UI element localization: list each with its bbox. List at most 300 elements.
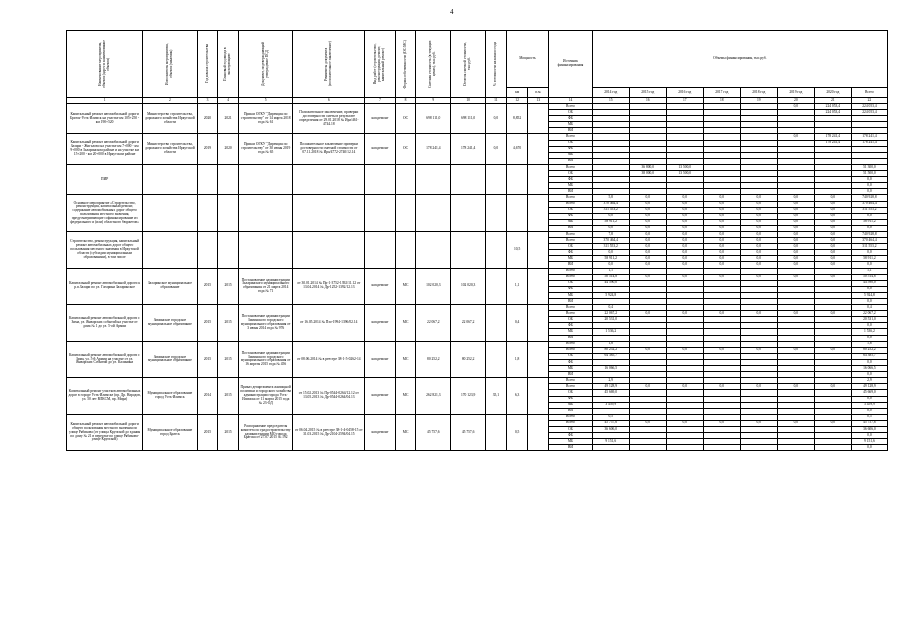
header-year-end: Плановый год ввода в эксплуатацию [218,31,239,98]
year-value: 13 500,0 [666,171,703,177]
funding-source: ОБ [549,280,593,286]
funding-source: ОБ [549,244,593,250]
total-value: 0,0 [851,250,887,256]
year-value: 0,0 [740,213,777,219]
object-ownership: МС [395,268,416,305]
year-value [814,445,851,451]
year-value: 0,0 [814,231,851,237]
header-ownership: Форма собственности (ОС/МС) [395,31,416,98]
object-km: 1,1 [506,268,528,305]
object-pm [528,164,549,194]
funding-source: ОБ [549,353,593,359]
year-value: 0,0 [814,225,851,231]
year-value: 0,0 [703,420,740,426]
year-value: 0,0 [740,207,777,213]
funding-source: ФБ [549,433,593,439]
year-value: 0,0 [740,384,777,390]
object-executor: Муниципальное образование город Братск [143,414,197,451]
year-value: 0,0 [666,262,703,268]
total-value: 0,0 [851,359,887,365]
object-pm [528,414,549,451]
object-cost-rest: 698 111,0 [451,104,486,134]
year-value: 5 924,8 [592,292,629,298]
object-executor [143,164,197,194]
funding-source: Всего [549,311,593,317]
object-cost: 262 821,3 [416,378,451,415]
year-value: 1,1 [592,268,629,274]
total-value: 50 514,8 [851,274,887,280]
year-value: 0,0 [592,262,629,268]
column-number: 6 [293,98,365,104]
year-value: 0,0 [777,213,814,219]
object-pm [528,305,549,342]
total-value: 0,0 [851,213,887,219]
object-name: Капитальный ремонт автомобильной дороги г. Зима, ул. Январских событий на участке от дома № 1 до ул. 5-ой Армии [67,305,143,342]
total-value: 0,0 [851,335,887,341]
funding-source: ВИ [549,445,593,451]
object-year-start: 2020 [197,104,218,134]
column-number: 22 [851,98,887,104]
object-ownership: МС [395,378,416,415]
object-cost [416,231,451,268]
total-value: 1 536,2 [851,329,887,335]
year-value: 9 151,6 [592,439,629,445]
header-capacity: Мощность [506,31,548,88]
total-value: 0,0 [851,286,887,292]
funding-source: Всего [549,384,593,390]
object-expertise [293,164,365,194]
object-cost: 698 111,0 [416,104,451,134]
object-km: 0,5 [506,414,528,451]
year-value: 0,0 [814,311,851,317]
year-value: 0,0 [629,219,666,225]
year-value: 0,0 [814,274,851,280]
object-cost-rest: 102 020,3 [451,268,486,305]
object-km: 10,5 [506,231,528,268]
year-value: 0,0 [703,384,740,390]
column-number: 15 [592,98,629,104]
object-work-type [365,195,395,232]
object-work-type [365,231,395,268]
object-name: Капитальный ремонт автомобильной дороги к р.п.Залари по ул. Гагарина Заларинское [67,268,143,305]
year-value: 0,0 [703,238,740,244]
object-readiness [486,414,507,451]
header-cost: Сметная стоимость (в текущих ценах), тыс.руб. [416,31,451,98]
object-ownership: МС [395,341,416,378]
object-name: Капитальный ремонт участков автомобильных дорог в городе Усть-Илимске (пр. Др. Народов, ул. 50 лет ВЛКСМ, пр. Мира) [67,378,143,415]
object-executor: Министерство строительства, дорожного хозяйства Иркутской области [143,104,197,134]
object-km: 0,4 [506,305,528,342]
funding-source: ОБ [549,390,593,396]
year-value: 0,0 [703,250,740,256]
funding-source: Всего [549,341,593,347]
object-expertise: Положительное заключение проверки достоверности сметной стоимости от 07.11.2018 № Ира/4772-2740/12.14 [293,134,365,164]
object-cost: 80 252,2 [416,341,451,378]
total-value: 45 757,6 [851,420,887,426]
year-value [592,445,629,451]
year-value: 0,0 [666,250,703,256]
total-value: 0,0 [851,323,887,329]
funding-source: ФБ [549,177,593,183]
object-pm [528,134,549,164]
total-value: 178 241,4 [851,140,887,146]
year-value: 370 464,4 [592,201,629,207]
year-value: 0,0 [777,231,814,237]
funding-source: ФБ [549,250,593,256]
object-readiness [486,195,507,232]
funding-source: ФБ [549,146,593,152]
year-value: 0,0 [629,256,666,262]
funding-source: Всего [549,164,593,170]
year-value: 0,0 [740,244,777,250]
year-value: 0,0 [777,256,814,262]
object-name: ПИР [67,164,143,194]
year-value: 0,0 [592,225,629,231]
funding-source: МБ [549,402,593,408]
object-cost: 45 757,6 [416,414,451,451]
year-value: 0,0 [629,262,666,268]
column-number: 10 [451,98,486,104]
funding-source: МБ [549,122,593,128]
column-number: 14 [549,98,593,104]
object-work-type: кап.ремонт [365,305,395,342]
column-number: 21 [814,98,851,104]
column-number: 12 [506,98,528,104]
funding-source: Всего [549,201,593,207]
funding-source: МБ [549,292,593,298]
year-value: 2,9 [592,378,629,384]
year-value: 45 757,6 [592,420,629,426]
header-km: км [506,88,528,98]
year-value: 64 385,7 [592,353,629,359]
total-value: 0,0 [851,433,887,439]
year-value: 0,0 [666,384,703,390]
year-value: 0,0 [703,256,740,262]
funding-source: Всего [549,378,593,384]
total-value: 1,8 [851,341,887,347]
year-value: 0,0 [666,207,703,213]
year-value: 0,0 [814,219,851,225]
object-year-start: 2015 [197,414,218,451]
object-expertise [293,231,365,268]
header-year-2020: 2020 год [814,88,851,98]
year-value: 0,0 [814,195,851,201]
header-name: Наименование мероприятия, объекта (адрес и наименование объекта) [67,31,143,98]
year-value: 0,0 [666,311,703,317]
object-cost: 178 241,4 [416,134,451,164]
year-value: 44 590,0 [592,280,629,286]
total-value: 5 924,8 [851,292,887,298]
total-value: 224 053,4 [851,104,887,110]
object-work-type: кап.ремонт [365,268,395,305]
column-number: 7 [365,98,395,104]
object-work-type: кап.ремонт [365,104,395,134]
year-value: 0,0 [740,250,777,256]
year-value: 0,0 [814,256,851,262]
year-value: 80 252,2 [592,347,629,353]
funding-source: ВИ [549,189,593,195]
object-year-end: 2021 [218,104,239,134]
funding-source: ВИ [549,408,593,414]
year-value: 0,0 [629,225,666,231]
object-year-end: 2015 [218,268,239,305]
year-value: 0,0 [629,213,666,219]
object-readiness: 35,1 [486,378,507,415]
object-name: Основное мероприятие «Строительство, реконструкция, капитальный ремонт, содержание автомобильных дорог общего пользования местного значения, предусматривающие софинансирование из федерального и (или) областного бюджетов» [67,195,143,232]
total-value: 370 464,4 [851,201,887,207]
funding-source: ОБ [549,140,593,146]
funding-source: ФБ [549,396,593,402]
object-executor [143,195,197,232]
year-value: 0,0 [666,195,703,201]
object-year-end: 2020 [218,134,239,164]
total-value: 58 911,2 [851,256,887,262]
column-number: 8 [395,98,416,104]
header-year-2017: 2017 год [703,88,740,98]
object-pm [528,195,549,232]
object-name: Строительство, реконструкция, капитальный ремонт автомобильных дорог общего пользования местного значения в Иркутской области (субсидии муниципальным образованиям), в том числе [67,231,143,268]
object-year-end: 2015 [218,414,239,451]
year-value: 0,0 [777,219,814,225]
object-year-end [218,195,239,232]
year-value: 0,0 [629,201,666,207]
object-work-type: кап.ремонт [365,378,395,415]
funding-source: ОБ [549,171,593,177]
object-psd-doc: Приказ департамента жилищной политики и городского хозяйства администрации города Усть-Илимска от 11 марта 2015 года № 23-ОД [238,378,292,415]
funding-source: ВИ [549,128,593,134]
header-readiness: % готовности на начало года [486,31,507,98]
object-year-end: 2015 [218,305,239,342]
object-ownership: МС [395,414,416,451]
year-value: 0,0 [777,238,814,244]
total-value: 0,0 [851,396,887,402]
header-year-start: Год начала строительства [197,31,218,98]
header-cost-rest: Остаток сметной стоимости, тыс.руб. [451,31,486,98]
year-value: 224 053,4 [814,104,851,110]
total-value: 0,0 [851,372,887,378]
funding-source: МБ [549,183,593,189]
year-value: 0,0 [740,219,777,225]
year-value: 0,5 [592,414,629,420]
header-year-2018: 2018 год [740,88,777,98]
funding-source: Всего [549,104,593,110]
total-value: 1,1 [851,268,887,274]
object-cost-rest: 178 241,4 [451,134,486,164]
year-value: 3 459,9 [592,402,629,408]
year-value: 0,0 [703,225,740,231]
object-year-end: 2015 [218,378,239,415]
year-value: 0,0 [629,347,666,353]
year-value: 311 553,2 [592,244,629,250]
total-value: 45 669,0 [851,390,887,396]
year-value: 7,8 [592,231,629,237]
object-readiness [486,341,507,378]
year-value: 36 606,0 [592,426,629,432]
funding-source: ОБ [549,110,593,116]
object-year-start: 2019 [197,134,218,164]
object-ownership [395,164,416,194]
year-value: 0,0 [629,244,666,250]
year-value: 0,0 [703,347,740,353]
object-psd-doc: Приказ ОГКУ "Дирекция по строительству" от 30 июня 2019 года № 65 [238,134,292,164]
year-value: 20 531,0 [592,317,629,323]
object-executor: Министерство строительства, дорожного хозяйства Иркутской области [143,134,197,164]
year-value: 0,0 [777,104,814,110]
object-expertise: от 06.04.2015 № в реестре 38-1-4-0458-15 от 31.03.2015 № Др-2104-2594/04.15 [293,414,365,451]
year-value [703,445,740,451]
year-value: 0,0 [777,311,814,317]
object-psd-doc: Постановление администрации Зиминского городского муниципального образования от 3 июня 2014 года № 976 [238,305,292,342]
object-cost-rest: 80 252,2 [451,341,486,378]
object-pm [528,268,549,305]
year-value: 0,0 [814,201,851,207]
year-value: 49 128,9 [592,384,629,390]
total-value: 0,5 [851,414,887,420]
total-value: 64 385,7 [851,353,887,359]
funding-source: Всего [549,195,593,201]
object-year-start: 2015 [197,268,218,305]
object-cost-rest: 45 757,6 [451,414,486,451]
total-value: 0,0 [851,408,887,414]
object-cost: 102 020,3 [416,268,451,305]
column-number: 20 [777,98,814,104]
object-km [506,195,528,232]
year-value: 58 911,2 [592,256,629,262]
total-value: 178 241,4 [851,134,887,140]
object-readiness: 0,0 [486,134,507,164]
year-value: 50 514,8 [592,274,629,280]
year-value: 0,0 [777,244,814,250]
total-value: 740 928,8 [851,231,887,237]
funding-source: ВИ [549,335,593,341]
year-value: 0,0 [740,238,777,244]
total-value: 20 531,0 [851,317,887,323]
year-value: 0,0 [740,231,777,237]
object-cost-rest [451,231,486,268]
object-ownership: МС [395,305,416,342]
year-value: 0,0 [740,262,777,268]
object-year-start: 2015 [197,305,218,342]
year-value: 1 536,2 [592,329,629,335]
year-value: 0,0 [740,225,777,231]
object-name: Капитальный ремонт автомобильной дороги общего пользования местного значения по улице Рябикова (от улицы Крупской до здания по дому № 21 в переулке по улице Рябикова-улице Крупской) [67,414,143,451]
total-value: 0,0 [851,183,887,189]
year-value: 0,0 [703,213,740,219]
year-value: 0,0 [629,207,666,213]
year-value: 0,0 [592,213,629,219]
year-value: 0,0 [666,219,703,225]
total-value: 51 500,0 [851,171,887,177]
object-psd-doc: Постановление администрации Заларинского муниципального образования от 21 марта 2014 года № 71 [238,268,292,305]
year-value: 0,0 [703,195,740,201]
year-value: 0,0 [629,311,666,317]
year-value: 178 241,4 [814,134,851,140]
object-readiness [486,268,507,305]
year-value: 0,0 [629,274,666,280]
object-cost [416,195,451,232]
column-number: 18 [703,98,740,104]
column-number: 13 [528,98,549,104]
total-value: 0,0 [851,225,887,231]
financing-table [66,30,888,451]
object-psd-doc [238,195,292,232]
object-year-start [197,195,218,232]
column-number: 16 [629,98,666,104]
object-executor: Муниципальное образование город Усть-Илимск [143,378,197,415]
column-number: 17 [666,98,703,104]
year-value: 0,0 [814,250,851,256]
year-value: 0,0 [777,262,814,268]
object-pm [528,104,549,134]
header-year-2015: 2015 год [629,88,666,98]
year-value: 0,0 [740,195,777,201]
year-value: 0,0 [666,420,703,426]
object-year-start [197,164,218,194]
funding-source: Всего [549,347,593,353]
year-value: 0,0 [666,256,703,262]
object-executor: Зиминское городское муниципальное образование [143,341,197,378]
object-expertise: от 08.06.2014 № в реестре 38-1-5-0262-14 [293,341,365,378]
funding-source: МБ [549,439,593,445]
total-value: 2,9 [851,378,887,384]
total-value: 311 553,2 [851,244,887,250]
header-expertise: Реквизиты документа (положительное заключение) [293,31,365,98]
funding-source: ОБ [549,317,593,323]
funding-source: ФБ [549,323,593,329]
year-value: 0,0 [814,384,851,390]
total-value: 0,0 [851,299,887,305]
funding-source: ВИ [549,225,593,231]
object-km [506,164,528,194]
year-value: 0,0 [814,207,851,213]
total-value: 51 300,0 [851,164,887,170]
object-pm [528,378,549,415]
year-value: 0,0 [740,256,777,262]
column-number: 3 [197,98,218,104]
total-value: 0,4 [851,305,887,311]
column-number: 11 [486,98,507,104]
column-number: 2 [143,98,197,104]
object-readiness [486,164,507,194]
total-value: 224 053,4 [851,110,887,116]
total-value: 0,0 [851,445,887,451]
object-ownership: ОС [395,104,416,134]
object-ownership [395,195,416,232]
object-psd-doc: Распоряжение председателя комитета по градостроительству администрации МО города Братска от 27.07.2015 № 192 [238,414,292,451]
year-value: 0,0 [777,250,814,256]
year-value: 38 000,0 [629,171,666,177]
year-value: 16 066,5 [592,366,629,372]
funding-source: ВИ [549,299,593,305]
year-value: 0,0 [703,262,740,268]
total-value: 370 464,4 [851,238,887,244]
object-psd-doc: Приказ ОГКУ "Дирекция по строительству" от 14 марта 2018 года № 61 [238,104,292,134]
funding-source: МБ [549,219,593,225]
object-cost-rest: 170 123,9 [451,378,486,415]
object-km: 8,852 [506,104,528,134]
header-pm: п.м. [528,88,549,98]
object-cost [416,164,451,194]
year-value: 0,0 [740,201,777,207]
year-value: 0,0 [777,195,814,201]
object-name: Капитальный ремонт автомобильной дороги Братск-Усть-Илимск на участке км 105+250 - км 190+520 [67,104,143,134]
year-value: 0,0 [740,274,777,280]
funding-source: ФБ [549,359,593,365]
year-value: 0,0 [777,420,814,426]
funding-source: Всего [549,134,593,140]
funding-source: ФБ [549,213,593,219]
year-value: 0,0 [666,238,703,244]
